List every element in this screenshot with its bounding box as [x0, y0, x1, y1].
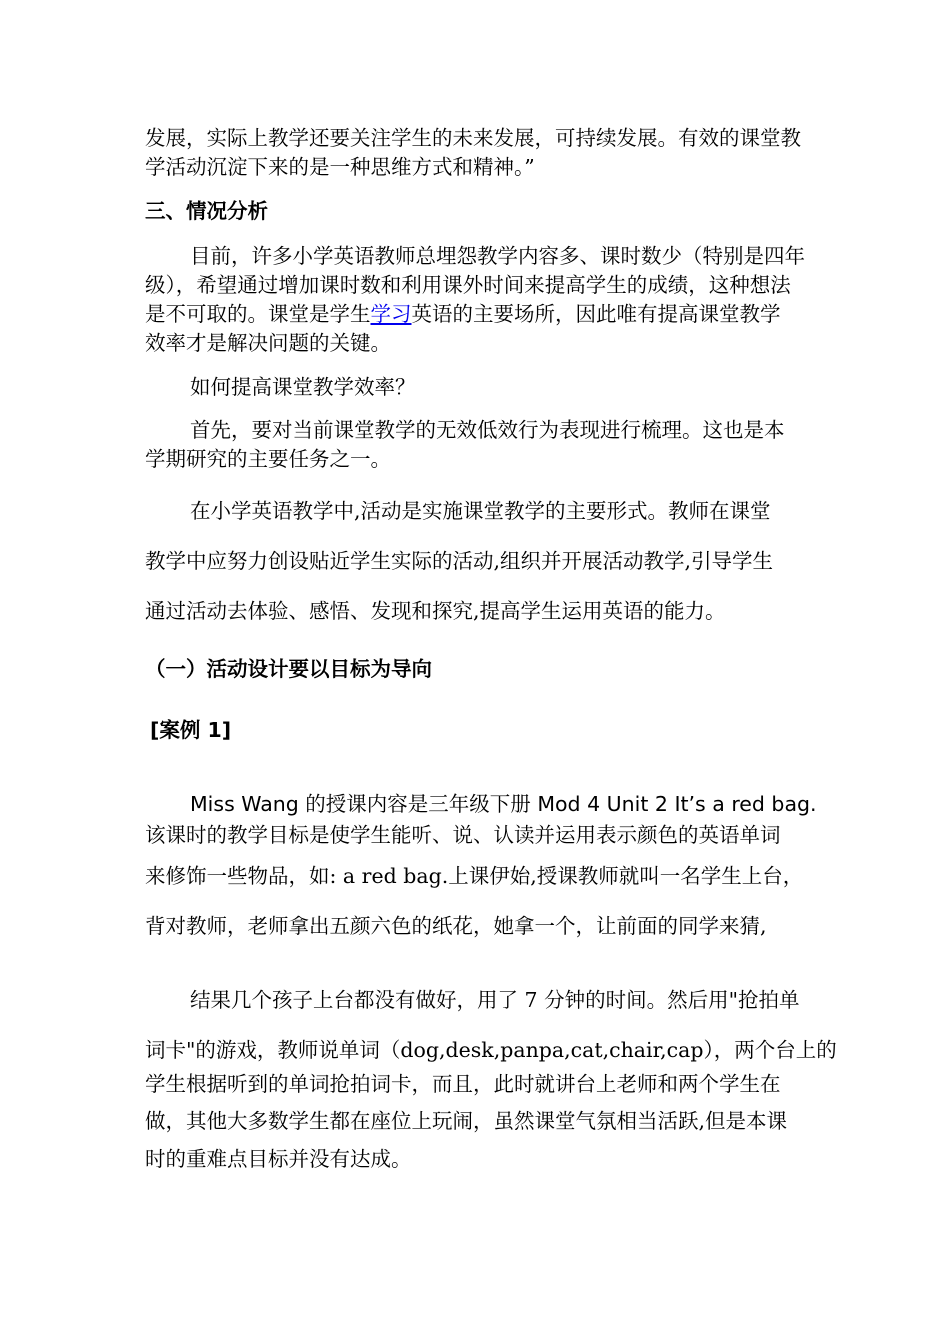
- paragraph-line: 词卡"的游戏，教师说单词（dog,desk,panpa,cat,chair,cap），两个台上的: [145, 1038, 837, 1062]
- question-line: 如何提高课堂教学效率？: [190, 375, 416, 399]
- paragraph-line: 结果几个孩子上台都没有做好，用了 7 分钟的时间。然后用"抢拍单: [190, 988, 800, 1012]
- paragraph-line: 背对教师，老师拿出五颜六色的纸花，她拿一个，让前面的同学来猜,: [145, 914, 767, 938]
- paragraph-text: 是不可取的。课堂是学生: [145, 302, 371, 326]
- paragraph-text: 英语的主要场所，因此唯有提高课堂教学: [411, 302, 781, 326]
- section-heading: 三、情况分析: [145, 199, 268, 223]
- case-label: [案例 1]: [150, 718, 232, 742]
- paragraph-line: 做，其他大多数学生都在座位上玩闹，虽然课堂气氛相当活跃,但是本课: [145, 1109, 788, 1133]
- paragraph-line: [190, 790, 817, 818]
- paragraph-line: 发展，实际上教学还要关注学生的未来发展，可持续发展。有效的课堂教: [145, 126, 801, 150]
- paragraph-line: 首先，要对当前课堂教学的无效低效行为表现进行梳理。这也是本: [190, 418, 785, 442]
- paragraph-line: 在小学英语教学中,活动是实施课堂教学的主要形式。教师在课堂: [190, 499, 771, 523]
- paragraph-line: 学活动沉淀下来的是一种思维方式和精神。”: [145, 155, 535, 179]
- paragraph-line: 级），希望通过增加课时数和利用课外时间来提高学生的成绩，这种想法: [145, 273, 791, 297]
- study-link[interactable]: 学习: [370, 302, 412, 326]
- paragraph-line: 时的重难点目标并没有达成。: [145, 1147, 412, 1171]
- paragraph-line: 效率才是解决问题的关键。: [145, 331, 391, 355]
- paragraph-line: 该课时的教学目标是使学生能听、说、认读并运用表示颜色的英语单词: [145, 823, 781, 847]
- paragraph-line: 学生根据听到的单词抢拍词卡，而且，此时就讲台上老师和两个学生在: [145, 1072, 781, 1096]
- subsection-heading: （一）活动设计要以目标为导向: [145, 657, 432, 681]
- paragraph-line: 通过活动去体验、感悟、发现和探究,提高学生运用英语的能力。: [145, 599, 726, 623]
- paragraph-line: 目前，许多小学英语教师总埋怨教学内容多、课时数少（特别是四年: [190, 244, 805, 268]
- paragraph-line: 教学中应努力创设贴近学生实际的活动,组织并开展活动教学,引导学生: [145, 549, 774, 573]
- paragraph-text: Miss Wang 的授课内容是三年级下册 Mod 4 Unit 2 It’s a red bag.: [190, 792, 817, 816]
- paragraph-line: 来修饰一些物品，如: a red bag.上课伊始,授课教师就叫一名学生上台，: [145, 864, 804, 888]
- paragraph-line: [145, 300, 781, 328]
- paragraph-line: 学期研究的主要任务之一。: [145, 447, 391, 471]
